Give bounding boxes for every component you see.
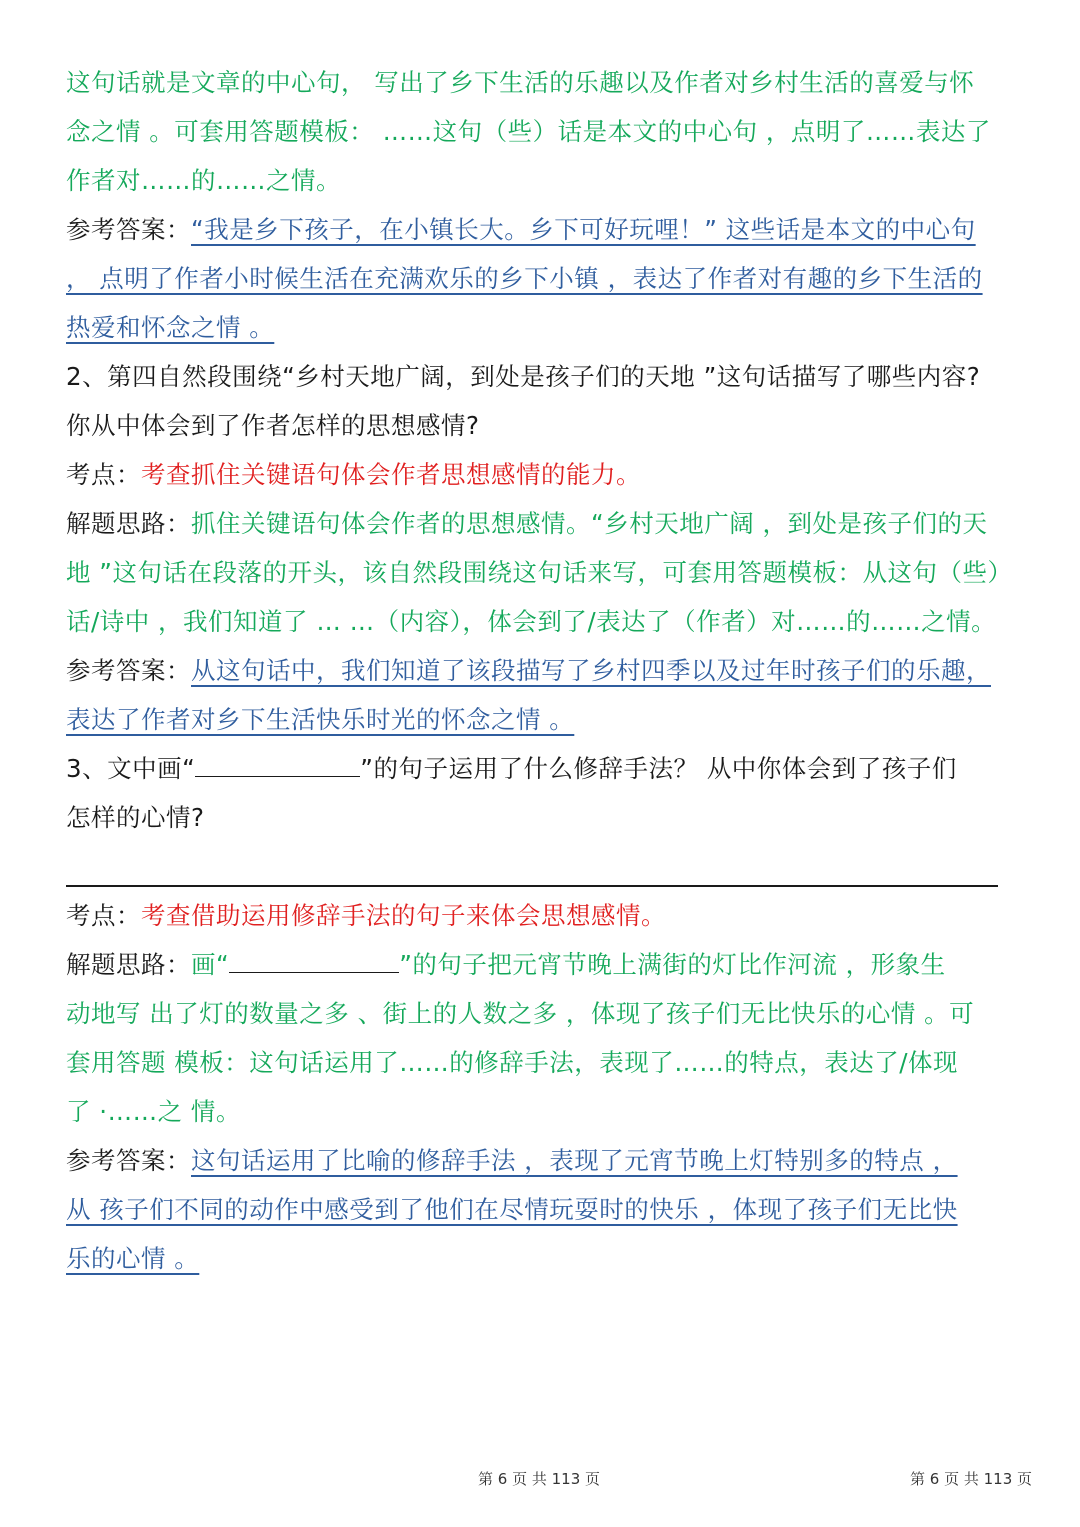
question-3 xyxy=(66,744,1016,793)
answer-text: ， 点明了作者小时候生活在充满欢乐的乡下小镇 ，表达了作者对有趣的乡下生活的 xyxy=(66,264,983,293)
fill-blank xyxy=(229,952,399,973)
answer-label: 参考答案： xyxy=(66,656,191,685)
solution-text: 地 ”这句话在段落的开头，该自然段围绕这句话来写，可套用答题模板：从这句（些） xyxy=(66,558,1013,587)
solution-label: 解题思路： xyxy=(66,509,191,538)
answer-rule-line xyxy=(66,885,998,887)
solution-2 xyxy=(66,499,1016,548)
key-point-text: 考查借助运用修辞手法的句子来体会思想感情。 xyxy=(141,901,666,930)
answer-text: “我是乡下孩子，在小镇长大。乡下可好玩哩！” 这些话是本文的中心句 xyxy=(191,215,976,244)
text-line: 念之情 。可套用答题模板： ……这句（些）话是本文的中心句 ，点明了……表达了 xyxy=(66,117,991,146)
fill-blank xyxy=(195,756,360,777)
key-point-2 xyxy=(66,450,1016,499)
solution-label: 解题思路： xyxy=(66,950,191,979)
question-2: 2、第四自然段围绕“乡村天地广阔，到处是孩子们的天地 ”这句话描写了哪些内容? xyxy=(66,362,981,391)
key-point-label: 考点： xyxy=(66,901,141,930)
text-line: 作者对……的……之情。 xyxy=(66,166,341,195)
key-point-label: 考点： xyxy=(66,460,141,489)
solution-text: 套用答题 模板：这句话运用了……的修辞手法，表现了……的特点，表达了/体现 xyxy=(66,1048,959,1077)
answer-text: 表达了作者对乡下生活快乐时光的怀念之情 。 xyxy=(66,705,575,734)
solution-text: 了 ·……之 情。 xyxy=(66,1097,241,1126)
reference-answer-3 xyxy=(66,1136,1016,1185)
question-3-suffix: ”的句子运用了什么修辞手法？ 从中你体会到了孩子们 xyxy=(360,754,957,783)
solution-3 xyxy=(66,940,1016,989)
answer-text: 这句话运用了比喻的修辞手法 ，表现了元宵节晚上灯特别多的特点 ， xyxy=(191,1146,958,1175)
answer-text: 乐的心情 。 xyxy=(66,1244,200,1273)
question-3-prefix: 3、文中画“ xyxy=(66,754,196,783)
question-3-cont: 怎样的心情? xyxy=(66,803,205,832)
key-point-text: 考查抓住关键语句体会作者思想感情的能力。 xyxy=(141,460,641,489)
answer-text: 热爱和怀念之情 。 xyxy=(66,313,275,342)
answer-label: 参考答案： xyxy=(66,215,191,244)
solution-text: 动地写 出了灯的数量之多 、街上的人数之多 ，体现了孩子们无比快乐的心情 。可 xyxy=(66,999,975,1028)
answer-space xyxy=(66,842,1016,891)
answer-label: 参考答案： xyxy=(66,1146,191,1175)
answer-text: 从这句话中，我们知道了该段描写了乡村四季以及过年时孩子们的乐趣， xyxy=(191,656,991,685)
solution-text: ”的句子把元宵节晚上满街的灯比作河流 ，形象生 xyxy=(399,950,946,979)
key-point-3 xyxy=(66,891,1016,940)
solution-text: 话/诗中 ，我们知道了 … …（内容），体会到了/表达了（作者）对……的……之情。 xyxy=(66,607,997,636)
page-number-footer: 第 6 页 共 113 页 xyxy=(910,1470,1033,1488)
question-2-cont: 你从中体会到了作者怎样的思想感情? xyxy=(66,411,480,440)
answer-text: 从 孩子们不同的动作中感受到了他们在尽情玩耍时的快乐 ，体现了孩子们无比快 xyxy=(66,1195,958,1224)
solution-text: 画“ xyxy=(191,950,230,979)
answer-line xyxy=(66,695,1016,744)
text-line: 这句话就是文章的中心句， 写出了乡下生活的乐趣以及作者对乡村生活的喜爱与怀 xyxy=(66,68,975,97)
answer-line xyxy=(66,1234,1016,1283)
reference-answer-1 xyxy=(66,205,1016,254)
document-body xyxy=(66,58,1016,1283)
answer-line xyxy=(66,303,1016,352)
page-number-footer: 第 6 页 共 113 页 xyxy=(478,1470,601,1488)
reference-answer-2 xyxy=(66,646,1016,695)
solution-text: 抓住关键语句体会作者的思想感情。“乡村天地广阔 ，到处是孩子们的天 xyxy=(191,509,988,538)
